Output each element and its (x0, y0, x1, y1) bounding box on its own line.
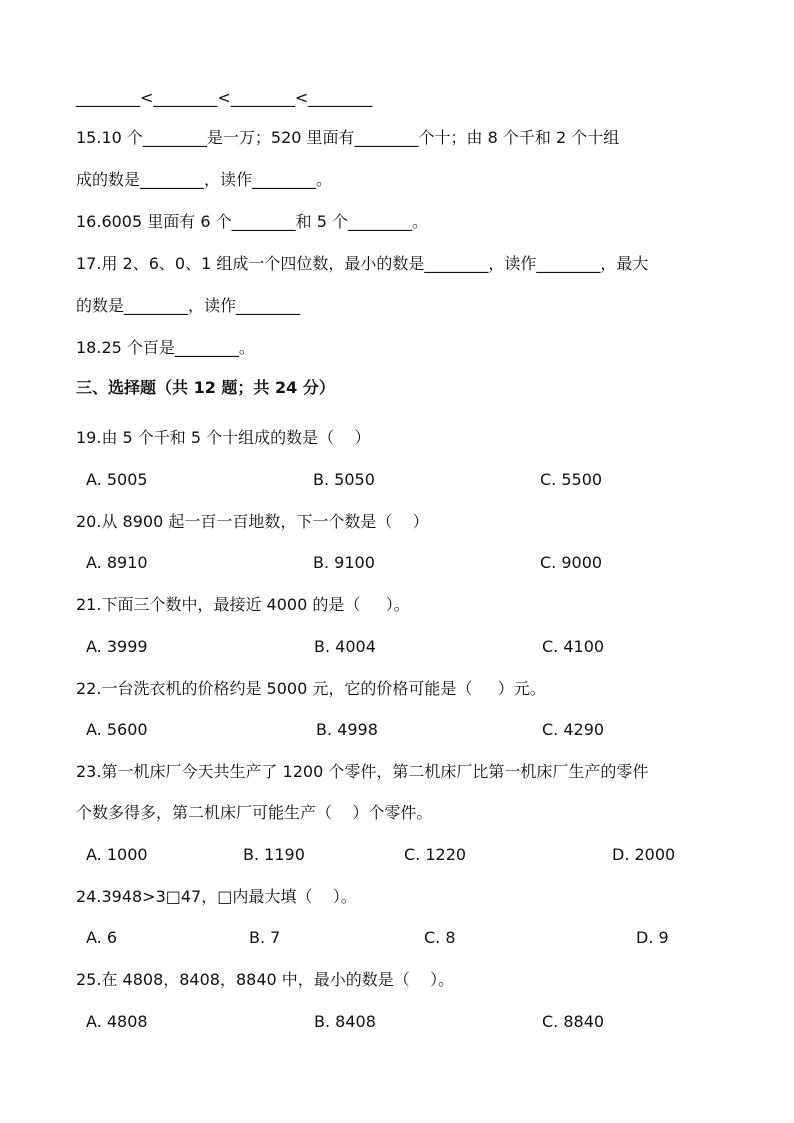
question-19-stem: 19.由 5 个千和 5 个十组成的数是（ ） (76, 428, 371, 447)
question-25-stem: 25.在 4808，8408，8840 中，最小的数是（ ）。 (76, 970, 455, 989)
question-22-option-a[interactable]: A. 5600 (86, 720, 148, 739)
question-21-stem: 21.下面三个数中，最接近 4000 的是（ ）。 (76, 595, 410, 614)
question-23-stem-line-1: 23.第一机床厂今天共生产了 1200 个零件，第二机床厂比第一机床厂生产的零件 (76, 762, 649, 781)
question-19-option-a[interactable]: A. 5005 (86, 470, 148, 489)
question-19-option-c[interactable]: C. 5500 (540, 470, 603, 489)
blank-comparison-line: ________<________<________<________ (76, 88, 373, 107)
question-20-option-c[interactable]: C. 9000 (540, 553, 603, 572)
question-17-line-1: 17.用 2、6、0、1 组成一个四位数，最小的数是________，读作________，最大 (76, 254, 649, 273)
question-24-stem: 24.3948>3□47，□内最大填（ ）。 (76, 887, 357, 906)
question-23-option-d[interactable]: D. 2000 (612, 845, 676, 864)
question-24-option-c[interactable]: C. 8 (424, 928, 456, 947)
question-20-option-b[interactable]: B. 9100 (313, 553, 375, 572)
question-20-stem: 20.从 8900 起一百一百地数，下一个数是（ ） (76, 512, 429, 531)
question-24-option-a[interactable]: A. 6 (86, 928, 118, 947)
question-18: 18.25 个百是________。 (76, 338, 255, 357)
question-24-option-b[interactable]: B. 7 (249, 928, 281, 947)
question-21-option-c[interactable]: C. 4100 (542, 637, 605, 656)
question-23-option-a[interactable]: A. 1000 (86, 845, 148, 864)
question-22-option-c[interactable]: C. 4290 (542, 720, 605, 739)
section-heading: 三、选择题（共 12 题；共 24 分） (76, 378, 335, 397)
question-23-stem-line-2: 个数多得多，第二机床厂可能生产（ ）个零件。 (76, 803, 433, 822)
question-22-stem: 22.一台洗衣机的价格约是 5000 元，它的价格可能是（ ）元。 (76, 679, 546, 698)
question-25-option-b[interactable]: B. 8408 (314, 1012, 376, 1031)
question-21-option-a[interactable]: A. 3999 (86, 637, 148, 656)
question-15-line-1: 15.10 个________是一万；520 里面有________个十；由 8 个千和 2 个十组 (76, 128, 620, 147)
question-15-line-2: 成的数是________，读作________。 (76, 170, 333, 189)
question-25-option-c[interactable]: C. 8840 (542, 1012, 605, 1031)
question-16: 16.6005 里面有 6 个________和 5 个________。 (76, 212, 428, 231)
question-25-option-a[interactable]: A. 4808 (86, 1012, 148, 1031)
question-19-option-b[interactable]: B. 5050 (313, 470, 375, 489)
question-23-option-b[interactable]: B. 1190 (243, 845, 305, 864)
question-20-option-a[interactable]: A. 8910 (86, 553, 148, 572)
question-21-option-b[interactable]: B. 4004 (314, 637, 376, 656)
question-22-option-b[interactable]: B. 4998 (316, 720, 378, 739)
question-24-option-d[interactable]: D. 9 (636, 928, 669, 947)
question-17-line-2: 的数是________，读作________ (76, 296, 301, 315)
question-23-option-c[interactable]: C. 1220 (404, 845, 467, 864)
